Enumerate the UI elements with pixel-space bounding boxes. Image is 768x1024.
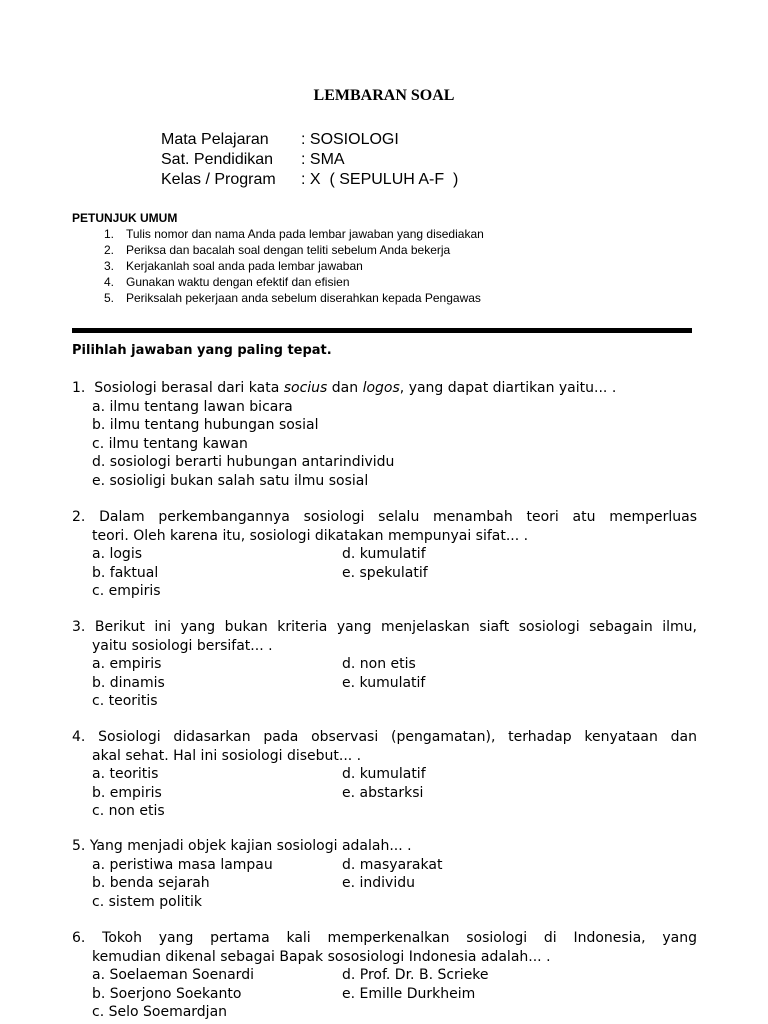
- option: c. empiris: [92, 583, 161, 599]
- option: b. Soerjono Soekanto: [92, 985, 242, 1002]
- question-stem: [72, 508, 697, 527]
- option: e. Emille Durkheim: [342, 985, 476, 1002]
- option: c. sistem politik: [92, 893, 202, 910]
- option: d. sosiologi berarti hubungan antarindividu: [92, 454, 395, 470]
- option-row: [72, 874, 697, 893]
- page-title: LEMBARAN SOAL: [313, 87, 455, 104]
- option-row: [72, 966, 697, 985]
- option: a. teoritis: [92, 766, 159, 782]
- info-label: Mata Pelajaran: [161, 131, 269, 148]
- option: d. kumulatif: [342, 766, 426, 782]
- option-row: [72, 784, 697, 803]
- instructions-list: [72, 226, 484, 306]
- item-number: 4.: [104, 275, 115, 289]
- option-row: [72, 545, 697, 564]
- option: d. masyarakat: [342, 856, 443, 873]
- stem-italic-term: logos: [362, 380, 400, 396]
- info-value: : X ( SEPULUH A-F ): [301, 171, 459, 188]
- question-2: [72, 508, 697, 601]
- stem-continuation: teori. Oleh karena itu, sosiologi dikatakan mempunyai sifat... .: [92, 527, 529, 544]
- option-row: [72, 893, 697, 912]
- option: b. dinamis: [92, 674, 165, 691]
- option-row: [72, 674, 697, 693]
- option-row: [72, 582, 697, 601]
- option: a. Soelaeman Soenardi: [92, 967, 254, 983]
- instruction-item: [72, 226, 484, 242]
- stem-text: Berikut ini yang bukan kriteria yang menjelaskan siaft sosiologi sebagain ilmu,: [94, 619, 698, 635]
- question-stem: [72, 837, 697, 856]
- option: a. peristiwa masa lampau: [92, 856, 273, 873]
- option-row: [72, 856, 697, 875]
- item-number: 1.: [104, 227, 115, 241]
- option: c. non etis: [92, 803, 165, 819]
- option: e. sosioligi bukan salah satu ilmu sosial: [92, 472, 369, 489]
- divider-line: [72, 328, 692, 333]
- item-text: Periksa dan bacalah soal dengan teliti sebelum Anda bekerja: [126, 243, 451, 257]
- option: c. ilmu tentang kawan: [92, 435, 248, 452]
- stem-text: Tokoh yang pertama kali memperkenalkan sosiologi di Indonesia, yang: [102, 930, 698, 946]
- option: b. benda sejarah: [92, 875, 210, 891]
- stem-text: , yang dapat diartikan yaitu... .: [399, 380, 617, 396]
- item-number: 2.: [104, 243, 115, 257]
- option: c. teoritis: [92, 693, 158, 709]
- option: d. non etis: [342, 656, 416, 672]
- instructions-heading: PETUNJUK UMUM: [72, 211, 178, 225]
- item-text: Kerjakanlah soal anda pada lembar jawaban: [126, 259, 363, 273]
- info-value: : SMA: [301, 151, 345, 168]
- option: c. Selo Soemardjan: [92, 1004, 228, 1020]
- question-stem: [72, 379, 697, 398]
- option: a. empiris: [92, 656, 162, 672]
- question-number: 6.: [72, 930, 86, 946]
- stem-text: Sosiologi didasarkan pada observasi (pengamatan), terhadap kenyataan dan: [98, 729, 697, 745]
- stem-continuation: kemudian dikenal sebagai Bapak sososiologi Indonesia adalah... .: [92, 948, 551, 965]
- general-instructions: [72, 210, 484, 306]
- option: d. Prof. Dr. B. Scrieke: [342, 967, 489, 983]
- stem-continuation: akal sehat. Hal ini sosiologi disebut... .: [92, 747, 362, 764]
- question-4: [72, 728, 697, 821]
- question-number: 3.: [72, 619, 86, 635]
- option: b. ilmu tentang hubungan sosial: [92, 417, 319, 433]
- info-label: Kelas / Program: [161, 171, 276, 188]
- question-1: [72, 379, 697, 490]
- option: e. kumulatif: [342, 674, 426, 691]
- item-text: Periksalah pekerjaan anda sebelum diserahkan kepada Pengawas: [126, 291, 481, 305]
- option-row: [72, 985, 697, 1004]
- question-number: 1.: [72, 380, 86, 396]
- item-number: 5.: [104, 291, 115, 305]
- question-stem: [72, 728, 697, 747]
- instruction-item: [72, 274, 484, 290]
- option-row: [72, 692, 697, 711]
- question-number: 2.: [72, 509, 86, 525]
- stem-text: dan: [327, 380, 363, 396]
- option: a. logis: [92, 546, 143, 562]
- option-row: [72, 765, 697, 784]
- option-row: [72, 655, 697, 674]
- question-stem: [72, 929, 697, 948]
- instruction-item: [72, 290, 484, 306]
- option: b. empiris: [92, 784, 162, 801]
- answer-instruction: Pilihlah jawaban yang paling tepat.: [72, 343, 332, 358]
- stem-text: Dalam perkembangannya sosiologi selalu menambah teori atu memperluas: [99, 509, 698, 525]
- stem-italic-term: socius: [283, 380, 328, 396]
- item-number: 3.: [104, 259, 115, 273]
- question-6: [72, 929, 697, 1022]
- option: a. ilmu tentang lawan bicara: [92, 398, 293, 415]
- info-label: Sat. Pendidikan: [161, 151, 274, 168]
- option-row: [72, 564, 697, 583]
- option: b. faktual: [92, 564, 159, 581]
- instruction-item: [72, 242, 484, 258]
- option-row: [72, 802, 697, 821]
- instruction-item: [72, 258, 484, 274]
- info-value: : SOSIOLOGI: [301, 131, 399, 148]
- option: e. spekulatif: [342, 564, 428, 581]
- question-stem: [72, 618, 697, 637]
- question-5: [72, 837, 697, 911]
- question-number: 5.: [72, 838, 86, 854]
- option-row: [72, 1003, 697, 1022]
- question-3: [72, 618, 697, 711]
- option: d. kumulatif: [342, 546, 426, 562]
- stem-continuation: yaitu sosiologi bersifat... .: [92, 637, 273, 654]
- option: e. abstarksi: [342, 784, 424, 801]
- item-text: Tulis nomor dan nama Anda pada lembar jawaban yang disediakan: [126, 227, 484, 241]
- stem-text: Sosiologi berasal dari kata: [94, 380, 284, 396]
- item-text: Gunakan waktu dengan efektif dan efisien: [126, 275, 350, 289]
- stem-text: Yang menjadi objek kajian sosiologi adalah... .: [89, 838, 412, 854]
- question-number: 4.: [72, 729, 86, 745]
- option: e. individu: [342, 875, 415, 891]
